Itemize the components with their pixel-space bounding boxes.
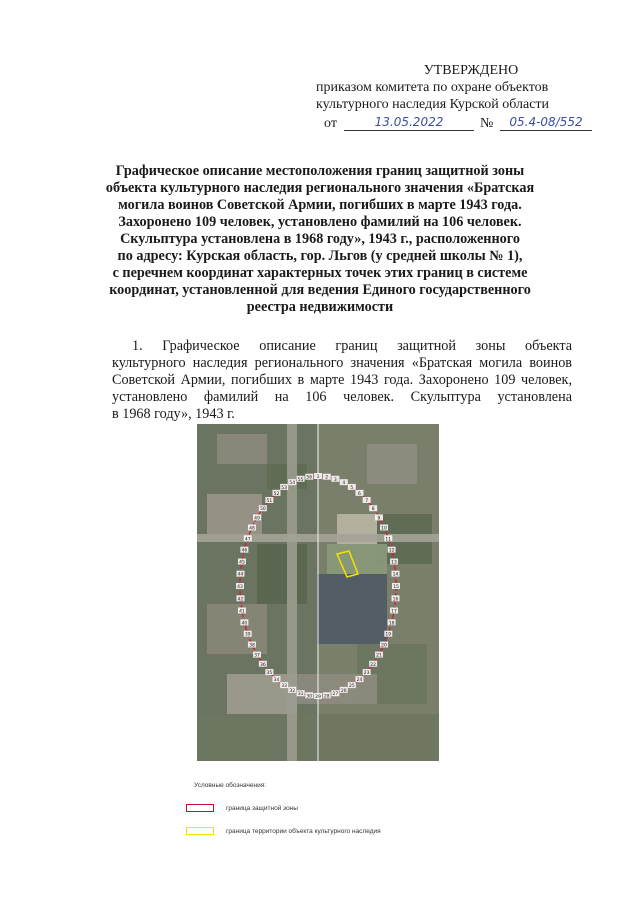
point-label: 17	[391, 609, 397, 615]
point-label: 51	[266, 498, 273, 504]
point-label: 38	[249, 643, 255, 649]
point-label: 42	[237, 597, 244, 603]
point-label: 3	[333, 477, 337, 483]
title-line: с перечнем координат характерных точек этих границ в системе	[112, 265, 528, 281]
zone-swatch-icon	[186, 804, 214, 812]
point-label: 49	[254, 516, 260, 522]
point-label: 27	[332, 692, 339, 698]
approval-block	[316, 62, 616, 132]
point-label: 41	[239, 609, 245, 615]
title-line: объекта культурного наследия регионального значения «Братская	[105, 180, 535, 196]
title-line: по адресу: Курская область, гор. Льгов (у средней школы № 1),	[117, 248, 523, 264]
paragraph-line: Советской Армии, погибших в марте 1943 года. Захоронено 109 человек,	[112, 372, 572, 388]
date-prefix: от	[324, 116, 337, 131]
point-label: 36	[259, 662, 266, 668]
point-label: 16	[392, 597, 399, 603]
point-label: 45	[239, 560, 245, 566]
point-label: 30	[306, 694, 313, 700]
object-swatch-icon	[186, 827, 214, 835]
point-label: 46	[241, 548, 248, 554]
number-sign: №	[480, 116, 494, 131]
point-label: 32	[289, 688, 296, 694]
title-line: Графическое описание местоположения границ защитной зоны	[115, 163, 525, 179]
point-label: 20	[381, 643, 387, 649]
point-label: 4	[342, 481, 346, 487]
approval-line-1: приказом комитета по охране объектов	[316, 80, 549, 95]
point-label: 44	[237, 572, 244, 578]
point-label: 7	[365, 498, 369, 504]
satellite-map	[197, 424, 439, 761]
date-value: 13.05.2022	[344, 115, 474, 131]
legend-label: граница защитной зоны	[226, 805, 298, 812]
point-label: 21	[376, 653, 382, 659]
paragraph-line: установлено фамилий на 106 человек. Скульптура установлена	[112, 389, 572, 405]
point-label: 2	[325, 475, 329, 481]
point-label: 12	[388, 548, 395, 554]
paragraph-line: в 1968 году», 1943 г.	[112, 406, 235, 422]
approval-date-line	[316, 115, 616, 132]
point-label: 31	[297, 692, 304, 698]
title-line: Захоронено 109 человек, установлено фамилий на 106 человек.	[118, 214, 522, 230]
title-line: реестра недвижимости	[246, 299, 394, 315]
title-line: Скульптура установлена в 1968 году», 1943 г., расположенного	[120, 231, 520, 247]
point-label: 50	[259, 507, 266, 513]
point-label: 8	[371, 507, 375, 513]
point-label: 5	[350, 485, 354, 491]
point-label: 15	[393, 585, 399, 590]
title-line: координат, установленной для ведения Единого государственного	[109, 282, 531, 298]
point-label: 13	[391, 560, 397, 566]
point-label: 53	[281, 485, 288, 491]
point-label: 11	[385, 537, 392, 543]
paragraph-1	[112, 338, 572, 423]
approval-title: УТВЕРЖДЕНО	[423, 63, 519, 78]
point-label: 52	[273, 491, 280, 497]
point-label: 19	[385, 632, 392, 638]
title-line: могила воинов Советской Армии, погибших в марте 1943 года.	[118, 197, 522, 213]
point-label: 26	[340, 688, 347, 694]
point-label: 25	[348, 684, 355, 690]
point-label: 22	[370, 662, 377, 668]
point-label: 9	[377, 516, 381, 522]
point-label: 18	[388, 621, 395, 627]
point-label: 54	[289, 481, 296, 487]
point-label: 48	[249, 526, 255, 532]
point-label: 43	[237, 585, 243, 590]
number-value: 05.4-08/552	[500, 115, 592, 131]
legend-label: граница территории объекта культурного наследия	[226, 828, 381, 835]
point-label: 37	[254, 653, 260, 659]
document-title	[80, 163, 560, 316]
point-label: 33	[281, 684, 288, 690]
point-label: 56	[306, 475, 313, 481]
point-label: 1	[316, 475, 320, 480]
point-label: 29	[315, 695, 321, 700]
point-label: 40	[241, 621, 248, 627]
paragraph-line: культурного наследия регионального значения «Братская могила воинов	[112, 355, 572, 371]
point-label: 10	[381, 526, 387, 532]
point-label: 24	[356, 678, 363, 684]
point-label: 6	[358, 491, 361, 497]
point-label: 47	[244, 537, 251, 543]
point-label: 28	[323, 694, 330, 700]
point-label: 23	[363, 671, 370, 677]
point-label: 35	[266, 671, 273, 677]
approval-line-2: культурного наследия Курской области	[316, 97, 550, 112]
point-label: 14	[392, 572, 399, 578]
point-label: 34	[273, 678, 280, 684]
paragraph-line: 1. Графическое описание границ защитной зоны объекта	[132, 338, 572, 354]
point-label: 39	[244, 632, 251, 638]
point-label: 55	[297, 477, 304, 483]
legend-title: Условные обозначения:	[194, 782, 267, 789]
